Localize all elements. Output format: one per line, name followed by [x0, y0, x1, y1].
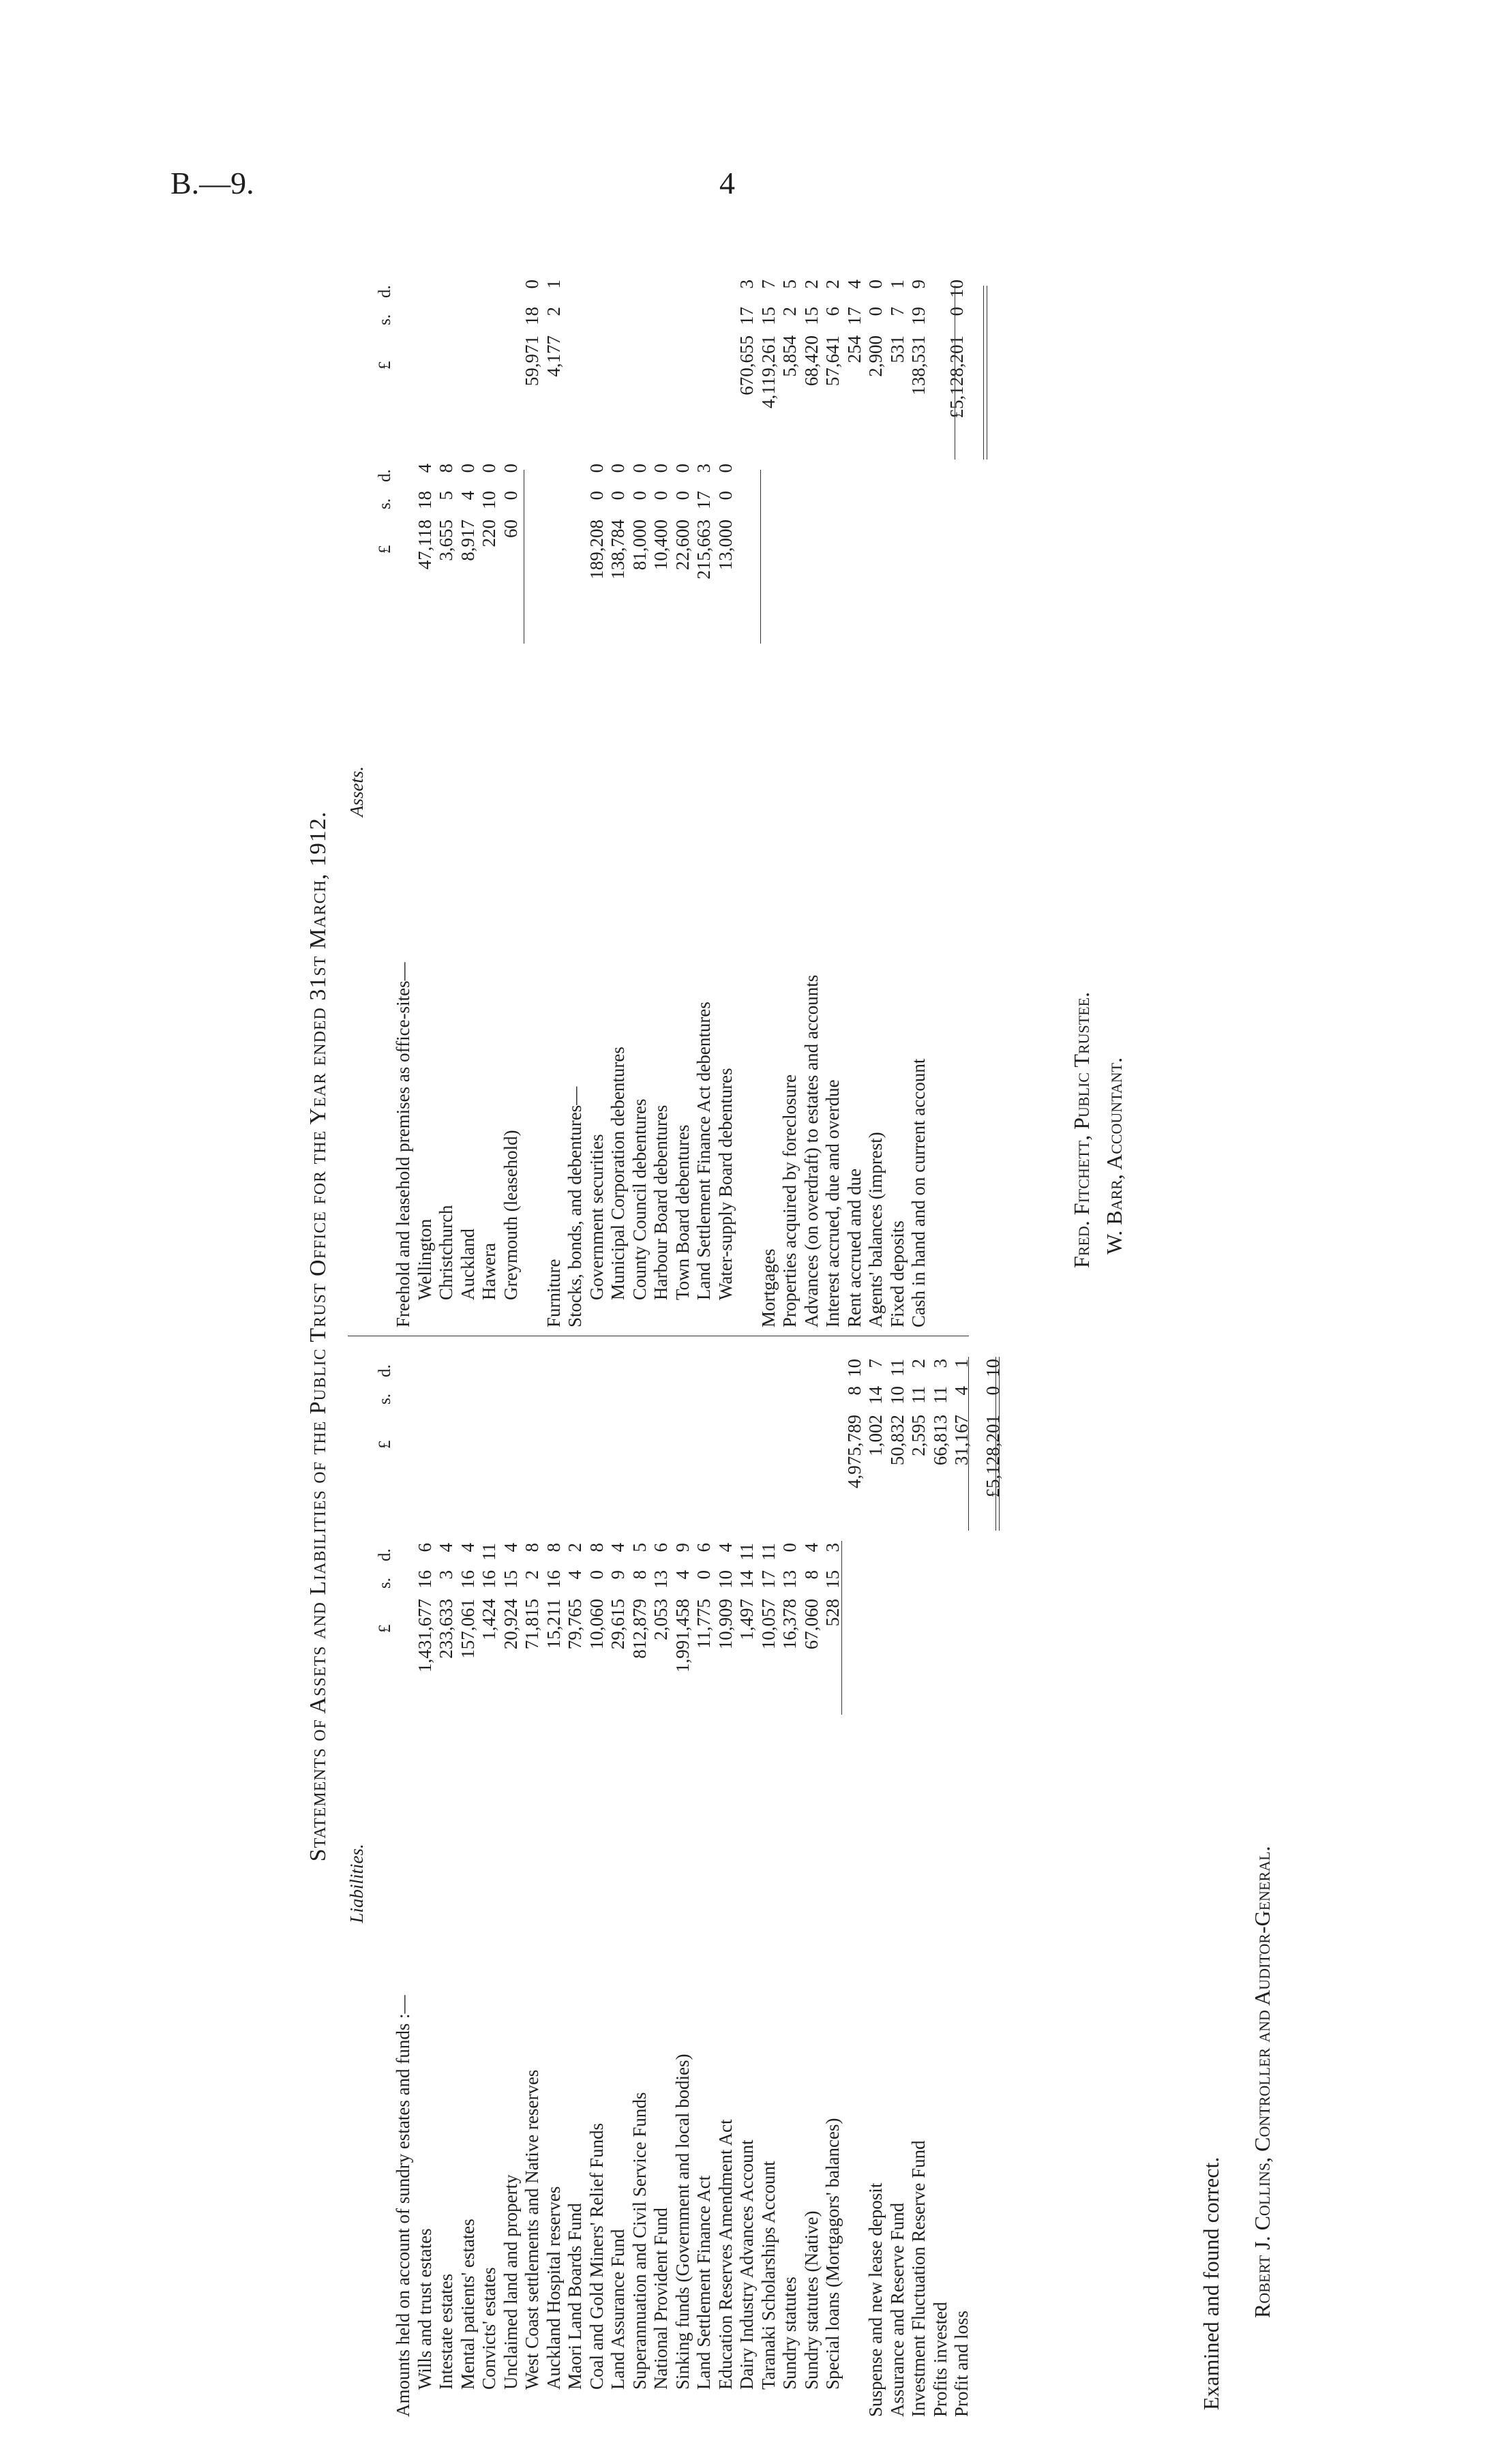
amount-pence: 1: [886, 280, 908, 289]
row-label: Maori Land Boards Fund: [565, 2203, 585, 2390]
table-row: [459, 256, 481, 1327]
amount-shillings: 8: [800, 1570, 822, 1580]
subtotal-rule: [841, 1541, 842, 1715]
liability-other-items: [867, 1350, 974, 2417]
amount-pence: 9: [672, 1543, 693, 1552]
amount-shillings: 17: [736, 307, 757, 325]
amount-shillings: 0: [500, 491, 521, 500]
amount-pence: 0: [672, 464, 693, 473]
stocks-label-row: [566, 256, 588, 1327]
table-row: [416, 1350, 438, 2417]
amount-pounds: 1,497: [736, 1599, 757, 1640]
amount-shillings: 16: [543, 1570, 564, 1589]
amount-pence: 7: [865, 1359, 886, 1368]
row-label: Land Settlement Finance Act debentures: [693, 1002, 714, 1300]
total-double-rule: [995, 1357, 1000, 1531]
amount-pence: 8: [436, 464, 456, 473]
row-label: Hawera: [479, 1243, 499, 1300]
examined-note: Examined and found correct.: [1199, 2157, 1223, 2410]
table-row: [800, 256, 824, 1327]
asset-other-items: [760, 256, 931, 1327]
premises-total-row: [523, 256, 545, 1327]
row-label: Sinking funds (Government and local bodies): [672, 2054, 693, 2390]
amount-pence: 3: [736, 280, 757, 289]
amount-pence: 4: [715, 1543, 736, 1552]
liabilities-heading: Liabilities.: [346, 1844, 367, 1923]
table-row: [437, 256, 459, 1327]
amount-shillings: 16: [414, 1570, 435, 1589]
amount-pence: 0: [457, 464, 478, 473]
total-shillings: 0: [982, 1386, 1003, 1396]
table-row: [760, 256, 781, 1327]
table-row: [931, 1350, 953, 2417]
row-label: Advances (on overdraft) to estates and accounts: [800, 974, 822, 1327]
row-label: Education Reserves Amendment Act: [715, 2119, 736, 2390]
stocks-label: Stocks, bonds, and debentures—: [565, 1086, 585, 1327]
amount-pounds: 2,900: [865, 335, 886, 377]
amount-pounds: 189,208: [586, 520, 607, 580]
table-row: [631, 256, 653, 1327]
amount-pounds: 79,765: [565, 1599, 585, 1650]
amount-pence: 0: [500, 464, 521, 473]
table-row: [502, 1350, 524, 2417]
amount-pounds: 138,531: [908, 335, 929, 395]
table-row: [953, 1350, 974, 2417]
row-label: Sundry statutes (Native): [800, 2210, 822, 2390]
row-label: Wills and trust estates: [414, 2228, 435, 2390]
pence-heading: d.: [376, 1548, 394, 1561]
amount-pence: 11: [886, 1359, 908, 1377]
row-label: Agents' balances (imprest): [865, 1132, 886, 1327]
statement-title: Statements of Assets and Liabilities of the Public Trust Office for the Year ended 31st March, 1912.: [305, 811, 331, 1862]
stocks-rule: [760, 470, 761, 644]
table-row: [867, 1350, 888, 2417]
row-label: Christchurch: [436, 1205, 456, 1300]
amount-pence: 4: [457, 1543, 478, 1552]
assets-section: [348, 256, 969, 1336]
amount-pounds: 215,663: [693, 520, 714, 580]
amount-shillings: 0: [608, 491, 628, 500]
amount-pounds: 50,832: [886, 1415, 908, 1466]
row-label: Convicts' estates: [479, 2267, 499, 2390]
amount-pounds: 670,655: [736, 335, 757, 395]
table-row: [888, 256, 910, 1327]
row-label: Town Board debentures: [672, 1124, 693, 1300]
table-row: [695, 256, 717, 1327]
page-code: B.—9.: [170, 166, 254, 200]
table-row: [416, 256, 438, 1327]
amount-pounds: 157,061: [457, 1599, 478, 1659]
amount-shillings: 18: [414, 491, 435, 509]
row-label: Land Assurance Fund: [608, 2229, 628, 2390]
amount-pounds: 3,655: [436, 520, 456, 561]
amount-pence: 0: [586, 464, 607, 473]
amount-pence: 0: [715, 464, 736, 473]
amount-pence: 3: [929, 1359, 950, 1368]
table-row: [717, 256, 738, 1327]
row-label: Sundry statutes: [779, 2277, 800, 2390]
table-row: [824, 256, 845, 1327]
amount-pence: 2: [822, 280, 843, 289]
row-label: Auckland Hospital reserves: [543, 2186, 564, 2390]
row-label: West Coast settlements and Native reserves: [522, 2069, 542, 2390]
table-row: [545, 1350, 567, 2417]
row-label: Properties acquired by foreclosure: [779, 1074, 800, 1327]
amount-shillings: 14: [865, 1386, 886, 1404]
amount-pence: 3: [822, 1543, 843, 1552]
table-row: [717, 1350, 738, 2417]
amount-pounds: 81,000: [629, 520, 650, 571]
amount-shillings: 10: [715, 1570, 736, 1589]
amount-pounds: 11,775: [693, 1599, 714, 1649]
table-row: [480, 256, 502, 1327]
row-label: Water-supply Board debentures: [715, 1068, 736, 1300]
row-label: Auckland: [457, 1229, 478, 1300]
amount-shillings: 13: [650, 1570, 671, 1589]
amount-pounds: 1,424: [479, 1599, 499, 1640]
table-row: [824, 1350, 845, 2417]
amount-pounds: 4,119,261: [758, 335, 779, 408]
table-row: [588, 1350, 610, 2417]
row-label: Unclaimed land and property: [500, 2174, 521, 2390]
row-label: Fixed deposits: [886, 1220, 908, 1327]
amount-pence: 11: [758, 1543, 779, 1561]
amount-shillings: 0: [693, 1570, 714, 1580]
amount-pence: 11: [736, 1543, 757, 1561]
amount-shillings: 17: [693, 491, 714, 509]
rotated-statement: [136, 245, 1384, 2427]
amount-pounds: 5,854: [779, 335, 800, 377]
amount-pence: 6: [650, 1543, 671, 1552]
liabilities-section: [348, 1350, 1005, 2417]
amount-shillings: 13: [779, 1570, 800, 1589]
row-label: Intestate estates: [436, 2273, 456, 2390]
amount-pence: 2: [908, 1359, 929, 1368]
group-label-row: [394, 1350, 416, 2417]
table-row: [888, 1350, 910, 2417]
column-headings: [376, 256, 394, 1327]
page-number: 4: [719, 166, 735, 200]
amount-shillings: 0: [586, 491, 607, 500]
amount-pounds: 16,378: [779, 1599, 800, 1650]
amount-shillings: 0: [586, 1570, 607, 1580]
amount-pence: 7: [758, 280, 779, 289]
amount-shillings: 0: [629, 491, 650, 500]
amount-shillings: 0: [650, 491, 671, 500]
total-shillings: 0: [946, 307, 967, 316]
shillings-heading: s.: [376, 1394, 394, 1404]
stocks-total-row: [738, 256, 760, 1327]
amount-pounds: 59,971: [522, 335, 542, 387]
row-label: Interest accrued, due and overdue: [822, 1079, 843, 1327]
amount-shillings: 9: [608, 1570, 628, 1580]
amount-shillings: 8: [843, 1386, 865, 1396]
total-pence: 10: [982, 1359, 1003, 1377]
row-label: Rent accrued and due: [843, 1168, 865, 1327]
amount-pounds: 13,000: [715, 520, 736, 571]
shillings-heading: s.: [376, 314, 394, 325]
table-row: [502, 256, 524, 1327]
amount-pence: 0: [865, 280, 886, 289]
table-row: [695, 1350, 717, 2417]
amount-shillings: 4: [457, 491, 478, 500]
amount-pence: 3: [693, 464, 714, 473]
total-pence: 10: [946, 280, 967, 298]
amount-pounds: 1,431,677: [414, 1599, 435, 1672]
row-label: Profits invested: [929, 2302, 950, 2417]
table-row: [910, 1350, 931, 2417]
amount-shillings: 0: [672, 491, 693, 500]
table-row: [609, 1350, 631, 2417]
amount-shillings: 15: [500, 1570, 521, 1589]
amount-pounds: 233,633: [436, 1599, 456, 1659]
amount-pence: 8: [522, 1543, 542, 1552]
amount-shillings: 16: [479, 1570, 499, 1589]
amount-pence: 0: [608, 464, 628, 473]
amount-shillings: 2: [522, 1570, 542, 1580]
amount-pence: 10: [843, 1359, 865, 1377]
amount-shillings: 4: [565, 1570, 585, 1580]
amount-shillings: 3: [436, 1570, 456, 1580]
trustee-signature: Fred. Fitchett, Public Trustee.: [1069, 991, 1094, 1268]
amount-pounds: 10,400: [650, 520, 671, 571]
table-row: [781, 1350, 803, 2417]
amount-shillings: 11: [908, 1386, 929, 1404]
amount-pence: 4: [436, 1543, 456, 1552]
row-label: Land Settlement Finance Act: [693, 2175, 714, 2390]
table-row: [845, 256, 867, 1327]
pence-heading: d.: [376, 1364, 394, 1377]
amount-pounds: 10,060: [586, 1599, 607, 1650]
amount-pence: 0: [650, 464, 671, 473]
amount-pounds: 254: [843, 335, 865, 363]
table-row: [760, 1350, 781, 2417]
shillings-heading: s.: [376, 1578, 394, 1589]
amount-pounds: 531: [886, 335, 908, 363]
amount-pounds: 1,002: [865, 1415, 886, 1456]
amount-pounds: 31,167: [951, 1415, 972, 1466]
pounds-heading: £: [376, 1440, 394, 1449]
amount-shillings: 17: [843, 307, 865, 325]
row-label: Taranaki Scholarships Account: [758, 2161, 779, 2390]
amount-pounds: 57,641: [822, 335, 843, 387]
amount-pence: 4: [414, 464, 435, 473]
amount-shillings: 10: [886, 1386, 908, 1404]
row-label: Profit and loss: [951, 2310, 972, 2417]
amount-shillings: 7: [886, 307, 908, 316]
amount-shillings: 17: [758, 1570, 779, 1589]
amount-pounds: 2,595: [908, 1415, 929, 1456]
amount-shillings: 4: [951, 1386, 972, 1396]
accountant-signature: W. Barr, Accountant.: [1102, 1057, 1126, 1254]
amount-pence: 0: [779, 1543, 800, 1552]
row-label: Superannuation and Civil Service Funds: [629, 2092, 650, 2390]
row-label: Greymouth (leasehold): [500, 1130, 521, 1300]
row-label: Wellington: [414, 1218, 435, 1300]
amount-shillings: 0: [865, 307, 886, 316]
row-label: Coal and Gold Miners' Relief Funds: [586, 2122, 607, 2390]
table-row: [566, 1350, 588, 2417]
amount-pounds: 29,615: [608, 1599, 628, 1650]
table-row: [631, 1350, 653, 2417]
amount-pence: 6: [414, 1543, 435, 1552]
amount-pounds: 71,815: [522, 1599, 542, 1650]
table-row: [437, 1350, 459, 2417]
table-row: [781, 256, 803, 1327]
amount-pounds: 60: [500, 520, 521, 538]
group-total-row: [845, 1350, 867, 2417]
amount-pence: 0: [522, 280, 542, 289]
row-label: Dairy Industry Advances Account: [736, 2139, 757, 2390]
total-rule: [968, 1357, 969, 1531]
amount-pence: 0: [629, 464, 650, 473]
assets-heading: Assets.: [346, 766, 367, 817]
amount-shillings: 15: [758, 307, 779, 325]
table-row: [459, 1350, 481, 2417]
pounds-heading: £: [376, 1624, 394, 1633]
amount-pence: 5: [779, 280, 800, 289]
total-pounds: £5,128,201: [982, 1415, 1003, 1498]
amount-pounds: 22,600: [672, 520, 693, 571]
premises-items: [416, 256, 524, 1327]
amount-shillings: 4: [672, 1570, 693, 1580]
row-label: Government securities: [586, 1134, 607, 1300]
amount-shillings: 16: [457, 1570, 478, 1589]
pounds-heading: £: [376, 545, 394, 554]
row-label: National Provident Fund: [650, 2208, 671, 2390]
amount-shillings: 8: [629, 1570, 650, 1580]
amount-pounds: 15,211: [543, 1599, 564, 1649]
table-row: [652, 1350, 674, 2417]
premises-label: Freehold and leasehold premises as office-sites—: [393, 962, 413, 1327]
row-label: Mortgages: [758, 1248, 779, 1327]
amount-shillings: 19: [908, 307, 929, 325]
amount-pounds: 2,053: [650, 1599, 671, 1640]
row-label: Suspense and new lease deposit: [865, 2182, 886, 2417]
liability-items: [416, 1350, 845, 2417]
row-label: Harbour Board debentures: [650, 1105, 671, 1300]
group-label: Amounts held on account of sundry estates and funds :—: [393, 1995, 413, 2417]
amount-pounds: 10,057: [758, 1599, 779, 1650]
table-row: [588, 256, 610, 1327]
amount-pounds: 66,813: [929, 1415, 950, 1466]
amount-pence: 4: [608, 1543, 628, 1552]
table-row: [674, 1350, 695, 2417]
amount-shillings: 15: [822, 1570, 843, 1589]
row-label: Assurance and Reserve Fund: [886, 2202, 908, 2417]
row-label: Mental patients' estates: [457, 2219, 478, 2390]
amount-shillings: 14: [736, 1570, 757, 1589]
amount-pence: 1: [951, 1359, 972, 1368]
liabilities-total-row: [984, 1350, 1006, 2417]
pounds-heading: £: [376, 361, 394, 370]
column-headings: [376, 1350, 394, 2417]
pence-heading: d.: [376, 285, 394, 298]
amount-pence: 0: [479, 464, 499, 473]
amount-pounds: 67,060: [800, 1599, 822, 1650]
amount-pounds: 8,917: [457, 520, 478, 561]
table-row: [910, 256, 931, 1327]
amount-pounds: 138,784: [608, 520, 628, 580]
auditor-signature: Robert J. Collins, Controller and Auditor-General.: [1250, 1846, 1274, 2318]
furniture-label: Furniture: [543, 1259, 564, 1327]
amount-pounds: 4,975,789: [843, 1415, 865, 1488]
amount-pounds: 20,924: [500, 1599, 521, 1650]
total-pounds: £5,128,201: [946, 335, 967, 419]
amount-pence: 8: [586, 1543, 607, 1552]
table-row: [523, 1350, 545, 2417]
row-label: Cash in hand and on current account: [908, 1058, 929, 1327]
amount-pounds: 1,991,458: [672, 1599, 693, 1672]
amount-shillings: 11: [929, 1386, 950, 1404]
amount-shillings: 0: [715, 491, 736, 500]
table-row: [609, 256, 631, 1327]
amount-shillings: 10: [479, 491, 499, 509]
table-row: [674, 256, 695, 1327]
amount-pence: 11: [479, 1543, 499, 1561]
amount-pounds: 10,909: [715, 1599, 736, 1650]
shillings-heading: s.: [376, 498, 394, 509]
premises-label-row: [394, 256, 416, 1327]
amount-pounds: 4,177: [543, 335, 564, 377]
table-row: [738, 1350, 760, 2417]
amount-pence: 9: [908, 280, 929, 289]
amount-pence: 8: [543, 1543, 564, 1552]
amount-pence: 1: [543, 280, 564, 289]
amount-shillings: 2: [779, 307, 800, 316]
assets-total-row: [948, 256, 970, 1327]
amount-shillings: 18: [522, 307, 542, 325]
amount-pounds: 812,879: [629, 1599, 650, 1659]
amount-pence: 2: [565, 1543, 585, 1552]
amount-pounds: 68,420: [800, 335, 822, 387]
table-row: [800, 1350, 824, 2417]
amount-pounds: 528: [822, 1599, 843, 1627]
amount-pence: 4: [843, 280, 865, 289]
row-label: County Council debentures: [629, 1098, 650, 1300]
table-row: [480, 1350, 502, 2417]
row-label: Municipal Corporation debentures: [608, 1047, 628, 1300]
furniture-row: [545, 256, 567, 1327]
amount-shillings: 2: [543, 307, 564, 316]
amount-pounds: 220: [479, 520, 499, 547]
amount-shillings: 6: [822, 307, 843, 316]
stocks-items: [588, 256, 738, 1327]
row-label: Special loans (Mortgagors' balances): [822, 2118, 843, 2390]
table-row: [652, 256, 674, 1327]
amount-pence: 4: [800, 1543, 822, 1552]
amount-pence: 2: [800, 280, 822, 289]
amount-shillings: 5: [436, 491, 456, 500]
total-double-rule: [983, 286, 987, 460]
table-row: [867, 256, 888, 1327]
amount-pence: 6: [693, 1543, 714, 1552]
amount-pence: 4: [500, 1543, 521, 1552]
row-label: Investment Fluctuation Reserve Fund: [908, 2140, 929, 2417]
amount-shillings: 15: [800, 307, 822, 325]
amount-pounds: 47,118: [414, 520, 435, 570]
pence-heading: d.: [376, 469, 394, 482]
amount-pence: 5: [629, 1543, 650, 1552]
